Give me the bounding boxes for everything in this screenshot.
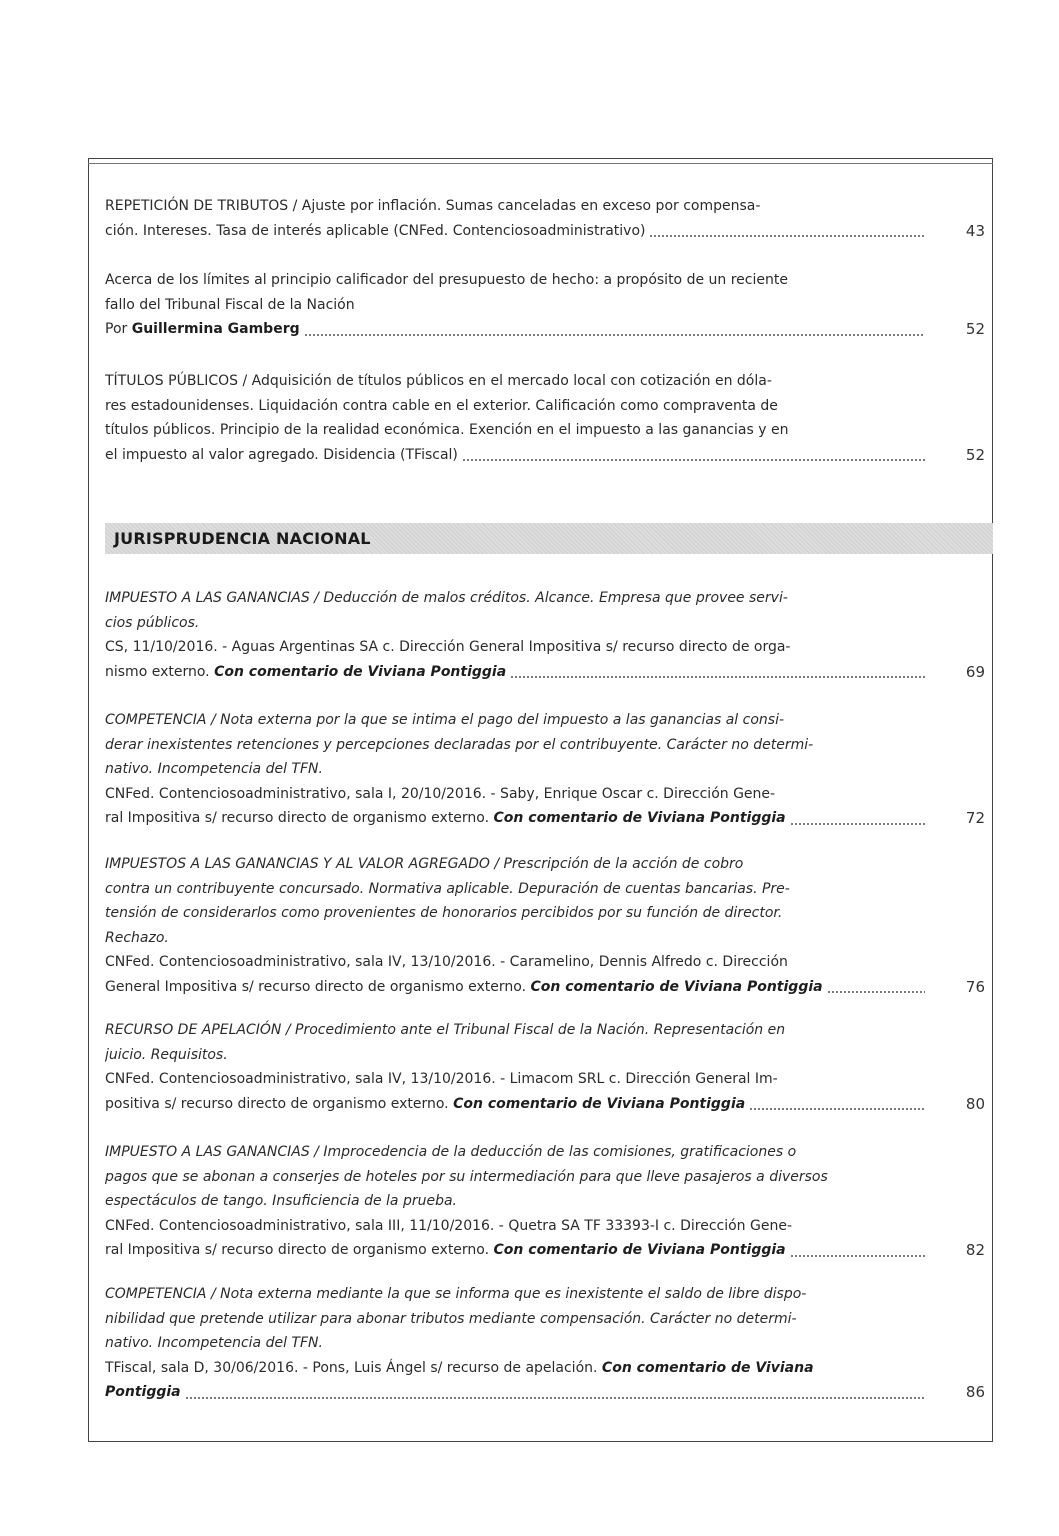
toc-entry-text: RECURSO DE APELACIÓN / Procedimiento ante el Tribunal Fiscal de la Nación. Representación en [105,1022,786,1038]
dot-leader [462,459,925,461]
toc-entry[interactable] [105,1282,975,1405]
toc-entry-text: Pontiggia [105,1384,181,1400]
page-number: 86 [965,1383,985,1401]
toc-entry-line [105,1380,975,1405]
frame-inner-rule [88,163,993,164]
toc-entry-line [105,268,975,293]
toc-entry-text: nismo externo. [105,663,215,680]
page-number: 80 [965,1094,985,1113]
toc-entry-line [105,1331,975,1356]
toc-entry-text: nativo. Incompetencia del TFN. [105,1335,323,1351]
toc-entry-line [105,1238,975,1263]
toc-entry-line [105,926,975,951]
toc-entry-line [105,877,975,902]
toc-entry-text: COMPETENCIA / Nota externa por la que se intima el pago del impuesto a las ganancias al consi- [105,712,785,728]
toc-entry-text: pagos que se abonan a conserjes de hoteles por su intermediación para que lleve pasajeros a diversos [105,1168,828,1185]
toc-entry-line [105,1214,975,1239]
toc-entry-text: REPETICIÓN DE TRIBUTOS [105,198,289,214]
page-number: 82 [965,1241,985,1259]
toc-entry-text: IMPUESTO A LAS GANANCIAS / Improcedencia de la deducción de las comisiones, gratificaciones o [105,1144,797,1160]
toc-entry-text: COMPETENCIA / Nota externa mediante la que se informa que es inexistente el saldo de libre dispo- [105,1286,807,1302]
toc-entry-text: Rechazo. [105,929,169,946]
dot-leader [790,823,925,825]
toc-entry-line [105,1356,975,1381]
toc-entry-text: IMPUESTOS A LAS GANANCIAS Y AL VALOR AGREGADO / Prescripción de la acción de cobro [105,856,744,872]
toc-entry-line [105,1307,975,1332]
toc-entry-text: / Ajuste por inflación. Sumas canceladas en exceso por compensa- [288,198,761,214]
toc-entry[interactable] [105,369,975,467]
toc-entry[interactable] [105,586,975,684]
toc-entry-text: Por [105,321,132,337]
toc-entry-text: res estadounidenses. Liquidación contra cable en el exterior. Calificación como compraventa de [105,397,778,414]
toc-entry-line [105,293,975,318]
toc-entry-line [105,317,975,342]
toc-entry-line [105,660,975,685]
toc-entry[interactable] [105,1140,975,1263]
toc-entry-line [105,1140,975,1165]
toc-entry-text: ral Impositiva s/ recurso directo de organismo externo. [105,810,494,826]
toc-entry-text: CNFed. Contenciosoadministrativo, sala I, 20/10/2016. - Saby, Enrique Oscar c. Dirección Gene- [105,785,776,802]
toc-entry[interactable] [105,852,975,999]
toc-entry-line [105,394,975,419]
toc-entry-line [105,369,975,394]
toc-entry-text: CNFed. Contenciosoadministrativo, sala III, 11/10/2016. - Quetra SA TF 33393-I c. Dirección Gene- [105,1217,792,1234]
toc-entry-text: ción. Intereses. Tasa de interés aplicable (CNFed. Contenciosoadministrativo) [105,222,646,239]
page-number: 52 [965,320,985,338]
toc-entry-text: nibilidad que pretende utilizar para abonar tributos mediante compensación. Carácter no determi- [105,1310,797,1327]
toc-entry-line [105,194,975,219]
toc-entry[interactable] [105,708,975,831]
toc-entry-line [105,611,975,636]
dot-leader [649,235,925,237]
toc-entry-text: Acerca de los límites al principio calificador del presupuesto de hecho: a propósito de un reciente [105,272,788,288]
toc-entry-text: nativo. Incompetencia del TFN. [105,761,323,777]
toc-entry-text: juicio. Requisitos. [105,1046,228,1063]
dot-leader [827,991,925,993]
dot-leader [304,334,925,336]
toc-entry-text: títulos públicos. Principio de la realidad económica. Exención en el impuesto a las ganancias y en [105,422,789,438]
toc-entry-line [105,219,975,244]
toc-entry[interactable] [105,1018,975,1116]
toc-entry-line [105,975,975,1000]
toc-entry-line [105,1189,975,1214]
dot-leader [790,1255,925,1257]
section-header [105,523,993,554]
toc-entry-line [105,1282,975,1307]
toc-entry-line [105,733,975,758]
toc-entry-text: espectáculos de tango. Insuficiencia de la prueba. [105,1193,458,1209]
toc-entry-line [105,806,975,831]
toc-entry-line [105,1043,975,1068]
toc-entry-text: el impuesto al valor agregado. Disidencia (TFiscal) [105,446,458,463]
toc-entry-line [105,635,975,660]
toc-entry-text: Con comentario de Viviana Pontiggia [214,663,507,680]
toc-entry-text: tensión de considerarlos como provenientes de honorarios percibidos por su función de director. [105,905,783,921]
toc-entry-line [105,418,975,443]
page-number: 43 [965,221,985,240]
page-number: 52 [965,445,985,464]
toc-entry-text: Con comentario de Viviana [601,1359,814,1376]
section-title: JURISPRUDENCIA NACIONAL [114,529,371,548]
dot-leader [749,1108,925,1110]
toc-entry-line [105,950,975,975]
toc-entry-text: Con comentario de Viviana Pontiggia [530,978,823,995]
dot-leader [185,1397,925,1399]
toc-entry-line [105,443,975,468]
toc-entry-text: Con comentario de Viviana Pontiggia [493,1242,786,1258]
toc-entry-text: / Adquisición de títulos públicos en el mercado local con cotización en dóla- [238,373,772,389]
toc-entry-text: Con comentario de Viviana Pontiggia [493,810,786,826]
toc-entry-text: TÍTULOS PÚBLICOS [105,373,239,389]
toc-entry-line [105,1165,975,1190]
toc-entry-line [105,1092,975,1117]
toc-entry-line [105,782,975,807]
toc-entry-text: positiva s/ recurso directo de organismo externo. [105,1095,454,1112]
dot-leader [510,676,925,678]
toc-entry-text: Guillermina Gamberg [131,321,300,337]
toc-entry-text: cios públicos. [105,614,200,631]
toc-entry-text: CS, 11/10/2016. - Aguas Argentinas SA c. Dirección General Impositiva s/ recurso directo de orga- [105,639,791,655]
toc-entry-line [105,901,975,926]
toc-entry-text: CNFed. Contenciosoadministrativo, sala IV, 13/10/2016. - Limacom SRL c. Dirección General Im- [105,1071,778,1087]
toc-entry[interactable] [105,194,975,243]
toc-entry-line [105,1018,975,1043]
toc-entry-text: ral Impositiva s/ recurso directo de organismo externo. [105,1242,494,1258]
toc-entry-text: TFiscal, sala D, 30/06/2016. - Pons, Luis Ángel s/ recurso de apelación. [105,1359,602,1376]
page-number: 76 [965,977,985,996]
toc-entry-line [105,757,975,782]
toc-entry-text: derar inexistentes retenciones y percepciones declaradas por el contribuyente. Carácter no determi- [105,736,814,753]
toc-entry[interactable] [105,268,975,342]
toc-entry-text: General Impositiva s/ recurso directo de organismo externo. [105,978,531,995]
toc-entry-line [105,1067,975,1092]
toc-entry-line [105,586,975,611]
toc-entry-line [105,708,975,733]
toc-entry-line [105,852,975,877]
toc-entry-text: Con comentario de Viviana Pontiggia [453,1095,746,1112]
toc-entry-text: contra un contribuyente concursado. Normativa aplicable. Depuración de cuentas bancarias. Pre- [105,880,790,897]
toc-entry-text: CNFed. Contenciosoadministrativo, sala IV, 13/10/2016. - Caramelino, Dennis Alfredo c. Dirección [105,954,788,970]
page-number: 69 [965,662,985,681]
toc-entry-text: fallo del Tribunal Fiscal de la Nación [105,296,355,313]
page-number: 72 [965,809,985,827]
toc-entry-text: IMPUESTO A LAS GANANCIAS / Deducción de malos créditos. Alcance. Empresa que provee servi- [105,590,788,606]
